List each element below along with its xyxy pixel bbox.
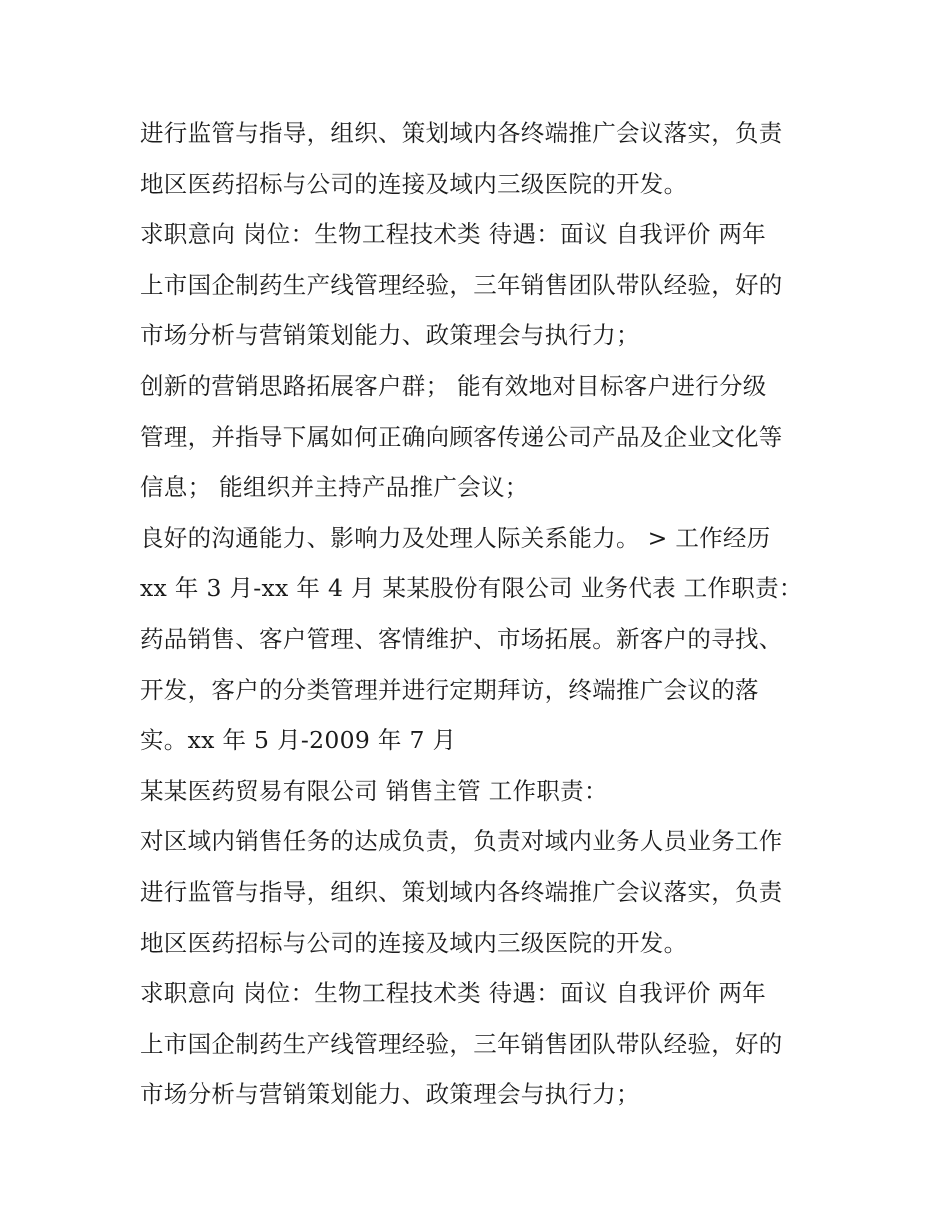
text-line: 信息； 能组织并主持产品推广会议； [140,473,529,502]
text-line: 市场分析与营销策划能力、政策理会与执行力； [140,321,640,350]
text-line: 上市国企制药生产线管理经验，三年销售团队带队经验，好的 [140,270,783,299]
text-line: xx 年 3 月-xx 年 4 月 某某股份有限公司 业务代表 工作职责： [140,574,803,603]
text-line: 药品销售、客户管理、客情维护、市场拓展。新客户的寻找、 [140,624,783,653]
text-line: 开发，客户的分类管理并进行定期拜访，终端推广会议的落 [140,675,759,704]
text-line: 市场分析与营销策划能力、政策理会与执行力； [140,1080,640,1109]
text-line: 进行监管与指导，组织、策划域内各终端推广会议落实，负责 [140,119,783,147]
text-line: 创新的营销思路拓展客户群； 能有效地对目标客户进行分级 [140,371,767,400]
body-text [140,108,840,1120]
text-line: 对区域内销售任务的达成负责，负责对域内业务人员业务工作 [140,827,783,856]
text-line: 进行监管与指导，组织、策划域内各终端推广会议落实，负责 [140,877,783,906]
text-line: 地区医药招标与公司的连接及域内三级医院的开发。 [140,928,688,957]
text-line: 良好的沟通能力、影响力及处理人际关系能力。 > 工作经历 [140,523,771,552]
text-line: 管理，并指导下属如何正确向顾客传递公司产品及企业文化等 [140,422,783,451]
text-line: 地区医药招标与公司的连接及域内三级医院的开发。 [140,169,688,198]
text-line: 求职意向 岗位：生物工程技术类 待遇：面议 自我评价 两年 [140,979,767,1008]
text-line: 上市国企制药生产线管理经验，三年销售团队带队经验，好的 [140,1029,783,1058]
text-line: 实。xx 年 5 月-2009 年 7 月 [140,726,457,755]
text-line: 求职意向 岗位：生物工程技术类 待遇：面议 自我评价 两年 [140,220,767,249]
text-line: 某某医药贸易有限公司 销售主管 工作职责： [140,776,608,805]
